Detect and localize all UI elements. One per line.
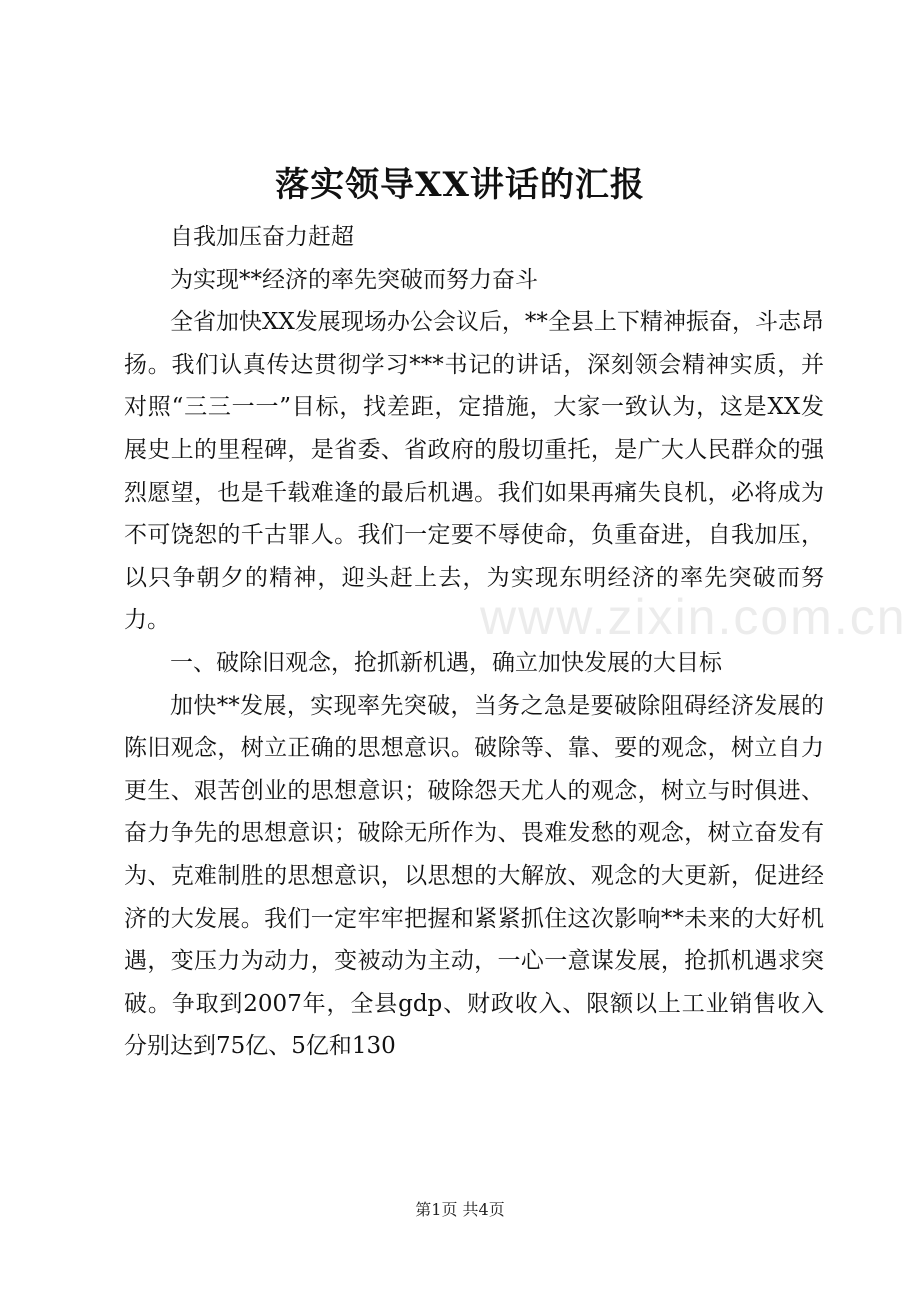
subtitle-line-1: 自我加压奋力赶超 <box>170 224 354 250</box>
watermark: www.zixin.com.cn <box>480 589 907 645</box>
body-paragraph-section-1: 加快**发展，实现率先突破，当务之急是要破除阻碍经济发展的陈旧观念，树立正确的思想意识。破除等、靠、要的观念，树立自力更生、艰苦创业的思想意识；破除怨天尤人的观念，树立与时俱进、奋力争先的思想意识；破除无所作为、畏难发愁的观念，树立奋发有为、克难制胜的思想意识，以思想的大解放、观念的大更新，促进经济的大发展。我们一定牢牢把握和紧紧抓住这次影响**未来的大好机遇，变压力为动力，变被动为主动，一心一意谋发展，抢抓机遇求突破。争取到2007年，全县gdp、财政收入、限额以上工业销售收入分别达到75亿、5亿和130 <box>124 692 824 1060</box>
page-footer: 第1页 共4页 <box>415 1200 505 1219</box>
subtitle-line-2: 为实现**经济的率先突破而努力奋斗 <box>170 266 538 293</box>
section-heading-1: 一、破除旧观念，抢抓新机遇，确立加快发展的大目标 <box>170 649 722 676</box>
document-title: 落实领导XX讲话的汇报 <box>275 165 645 205</box>
document-body <box>124 216 824 1068</box>
body-paragraph-intro: 全省加快XX发展现场办公会议后，**全县上下精神振奋，斗志昂扬。我们认真传达贯彻学习***书记的讲话，深刻领会精神实质，并对照“三三一一”目标，找差距，定措施，大家一致认为，这是XX发展史上的里程碑，是省委、省政府的殷切重托，是广大人民群众的强烈愿望，也是千载难逢的最后机遇。我们如果再痛失良机，必将成为不可饶恕的千古罪人。我们一定要不辱使命，负重奋进，自我加压，以只争朝夕的精神，迎头赶上去，为实现东明经济的率先突破而努力。 <box>124 309 824 634</box>
